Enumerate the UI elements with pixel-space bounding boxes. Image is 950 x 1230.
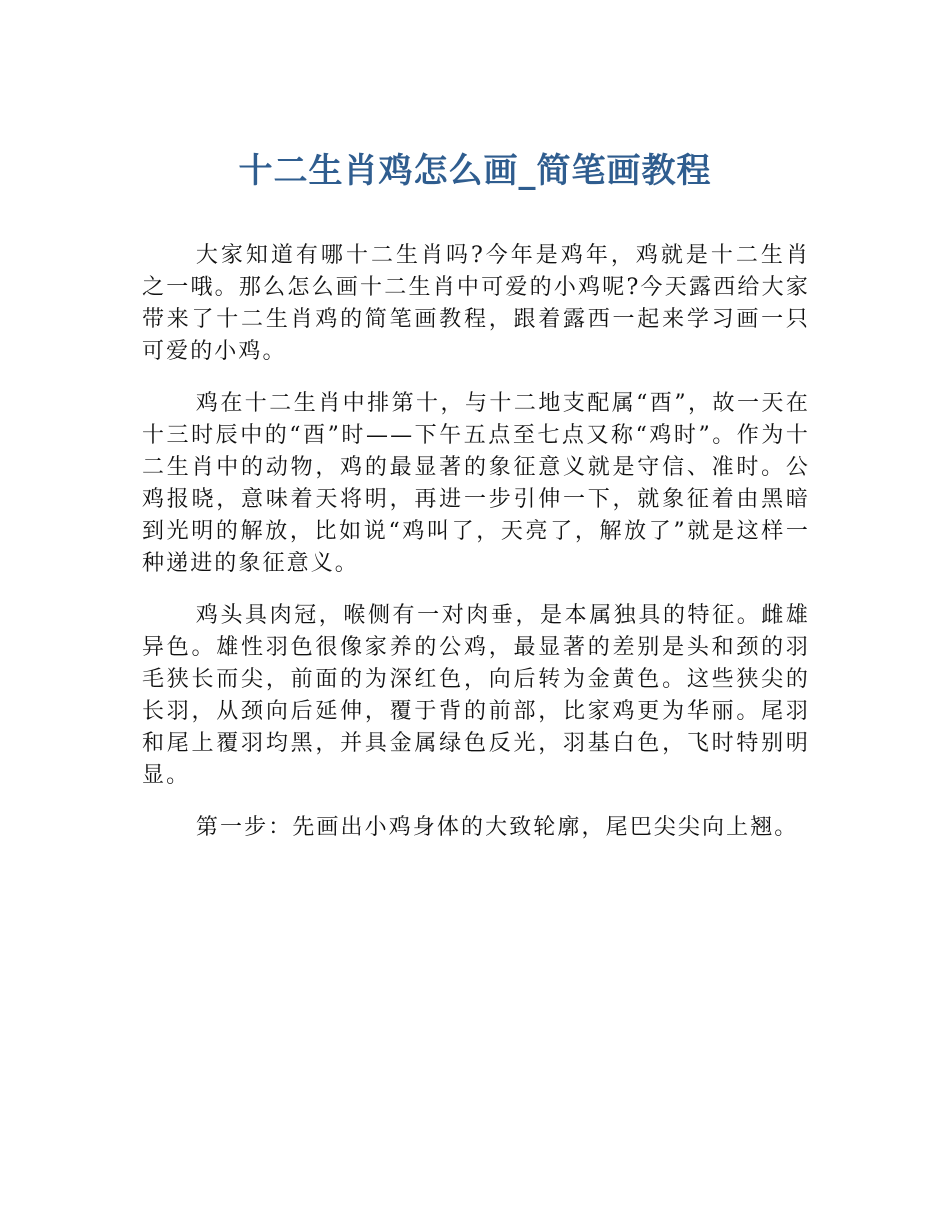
document-title: 十二生肖鸡怎么画_简笔画教程 bbox=[238, 151, 712, 191]
paragraph-step-one: 第一步：先画出小鸡身体的大致轮廓，尾巴尖尖向上翘。 bbox=[195, 815, 799, 840]
paragraph-symbolism: 鸡在十二生肖中排第十，与十二地支配属“酉”，故一天在十三时辰中的“酉”时——下午五点至七点又称“鸡时”。作为十二生肖中的动物，鸡的最显著的象征意义就是守信、准时。公鸡报晓，意味着天将明，再进一步引伸一下，就象征着由黑暗到光明的解放，比如说“鸡叫了，天亮了，解放了”就是这样一种递进的象征意义。 bbox=[142, 391, 810, 576]
document-body bbox=[142, 240, 810, 864]
paragraph-intro: 大家知道有哪十二生肖吗?今年是鸡年，鸡就是十二生肖之一哦。那么怎么画十二生肖中可爱的小鸡呢?今天露西给大家带来了十二生肖鸡的简笔画教程，跟着露西一起来学习画一只可爱的小鸡。 bbox=[142, 243, 810, 364]
paragraph-features: 鸡头具肉冠，喉侧有一对肉垂，是本属独具的特征。雌雄异色。雄性羽色很像家养的公鸡，最显著的差别是头和颈的羽毛狭长而尖，前面的为深红色，向后转为金黄色。这些狭尖的长羽，从颈向后延伸，覆于背的前部，比家鸡更为华丽。尾羽和尾上覆羽均黑，并具金属绿色反光，羽基白色，飞时特别明显。 bbox=[142, 603, 810, 788]
